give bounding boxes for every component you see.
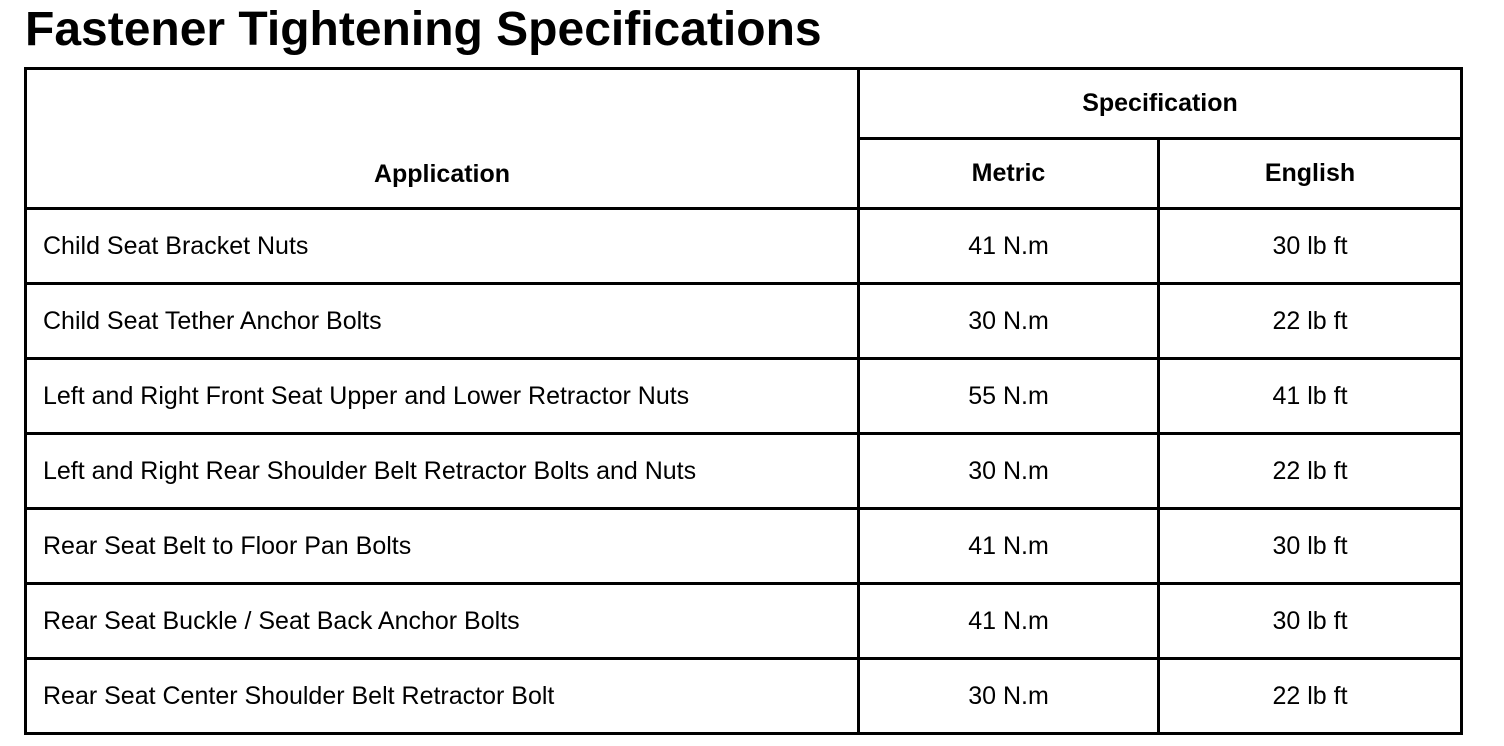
cell-metric: 30 N.m (859, 659, 1159, 734)
table-row (26, 584, 1462, 659)
fastener-spec-table (24, 67, 1463, 735)
table-row (26, 359, 1462, 434)
cell-english: 30 lb ft (1159, 584, 1462, 659)
table-row (26, 434, 1462, 509)
cell-english: 30 lb ft (1159, 509, 1462, 584)
page-title: Fastener Tightening Specifications (25, 3, 822, 56)
table-row (26, 284, 1462, 359)
cell-metric: 30 N.m (859, 284, 1159, 359)
cell-metric: 30 N.m (859, 434, 1159, 509)
cell-metric: 41 N.m (859, 209, 1159, 284)
cell-application: Rear Seat Belt to Floor Pan Bolts (26, 509, 859, 584)
table-row (26, 659, 1462, 734)
cell-english: 22 lb ft (1159, 434, 1462, 509)
cell-metric: 41 N.m (859, 509, 1159, 584)
cell-english: 22 lb ft (1159, 284, 1462, 359)
header-application: Application (26, 69, 859, 209)
header-specification: Specification (859, 69, 1462, 139)
cell-application: Child Seat Bracket Nuts (26, 209, 859, 284)
cell-english: 41 lb ft (1159, 359, 1462, 434)
cell-application: Rear Seat Buckle / Seat Back Anchor Bolts (26, 584, 859, 659)
cell-application: Left and Right Rear Shoulder Belt Retractor Bolts and Nuts (26, 434, 859, 509)
cell-english: 30 lb ft (1159, 209, 1462, 284)
cell-application: Rear Seat Center Shoulder Belt Retractor Bolt (26, 659, 859, 734)
cell-application: Child Seat Tether Anchor Bolts (26, 284, 859, 359)
cell-application: Left and Right Front Seat Upper and Lower Retractor Nuts (26, 359, 859, 434)
cell-metric: 41 N.m (859, 584, 1159, 659)
table-header (26, 69, 1462, 209)
header-metric: Metric (859, 139, 1159, 209)
table-row (26, 509, 1462, 584)
table-body (26, 209, 1462, 734)
cell-metric: 55 N.m (859, 359, 1159, 434)
cell-english: 22 lb ft (1159, 659, 1462, 734)
table-row (26, 209, 1462, 284)
header-row-top (26, 69, 1462, 139)
header-english: English (1159, 139, 1462, 209)
